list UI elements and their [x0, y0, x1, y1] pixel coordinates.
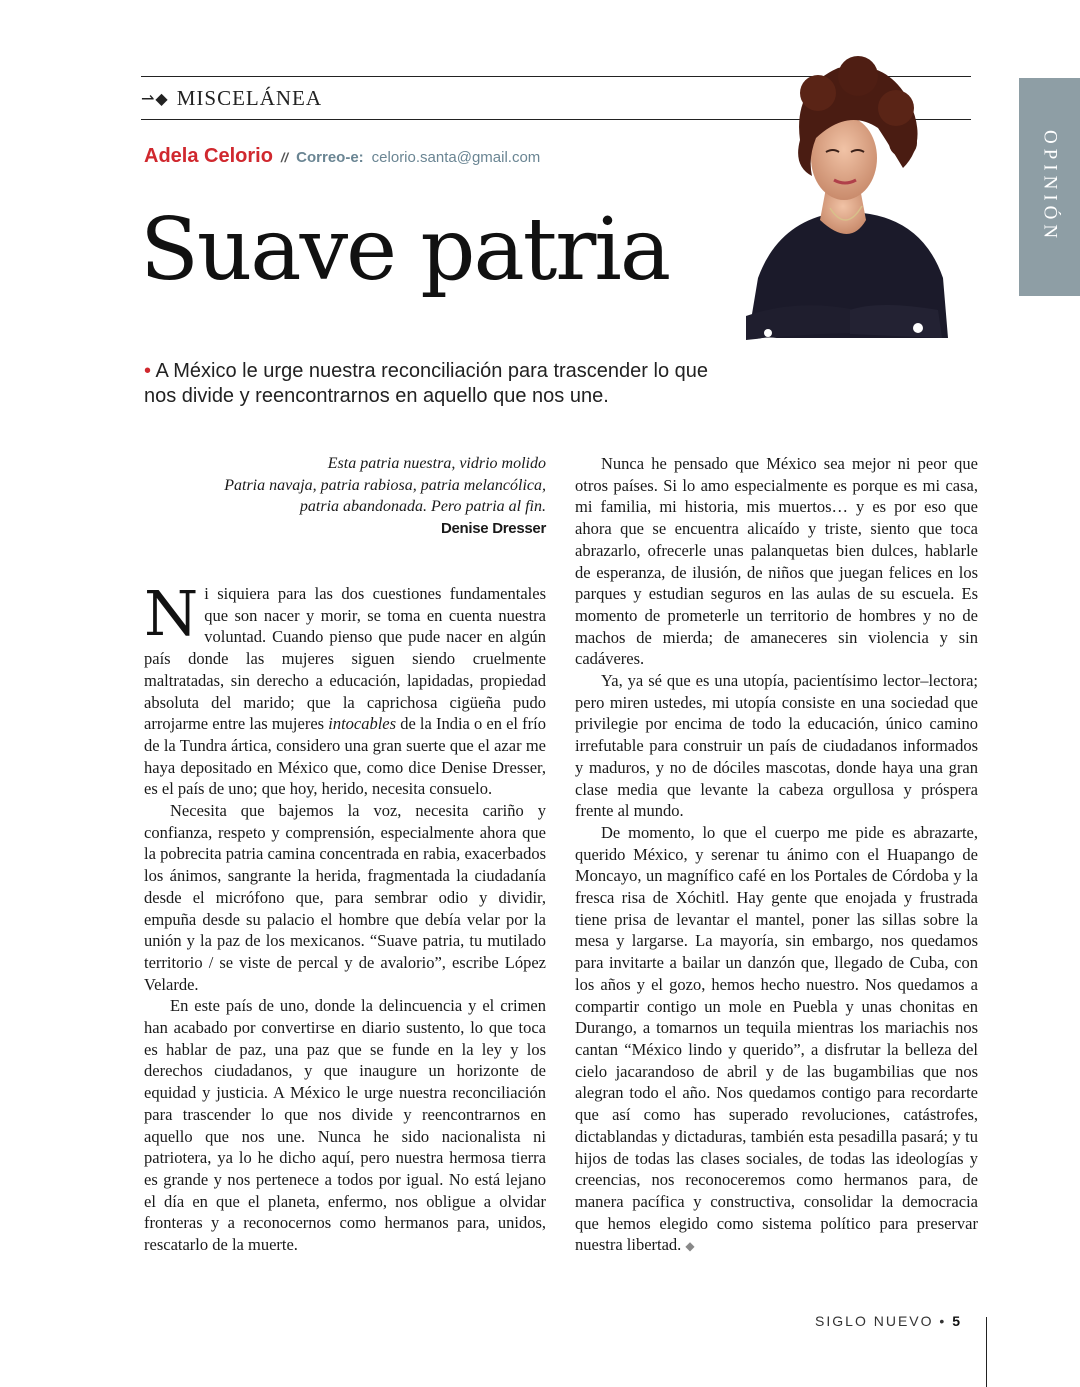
drop-cap: N	[144, 577, 199, 650]
section-header	[141, 86, 322, 111]
article-paragraph: Necesita que bajemos la voz, necesita cariño y confianza, respeto y comprensión, especialmente ahora que la pobrecita patria camina concentrada en rabia, exacerbados los ánimos, sangrante la herida, fragmentada la ciudadanía desde el micrófono que, para sembrar odio y dividir, empuña desde su palacio el hombre que debía velar por la unión y la paz de los mexicanos. “Suave patria, tu mutilado territorio / se viste de percal y de avalorio”, escribe López Velarde.	[144, 801, 546, 994]
epigraph-line: patria abandonada. Pero patria al fin.	[299, 498, 546, 515]
paragraph-text: de la India o en el frío de la Tundra ártica, considero una gran suerte que el azar me haya depositado en México que, como dice Denise Dresser, es el país de uno; que hoy, herido, necesita consuelo.	[144, 714, 546, 799]
page-footer	[815, 1313, 962, 1329]
bullet-dot-icon: •	[144, 360, 152, 382]
article-paragraph: Nunca he pensado que México sea mejor ni peor que otros países. Si lo amo especialmente es porque es mi casa, mi familia, mi historia, mis muertos… y es por eso que ahora que se encuentra alicaído y triste, siento que toca abrazarlo, ofrecerle unas palanquetas bien dulces, hablarle de esperanza, de ilusión, de niños que juegan felices en los parques y estudian seguros en las aulas de su escuela. Es momento de prometerle un territorio de hombres y no de machos de mierda; de amaneceres sin violencia y sin cadáveres.	[575, 454, 978, 669]
byline-separator: //	[280, 150, 289, 165]
article-paragraph	[575, 822, 978, 1258]
footer-separator: •	[939, 1313, 947, 1329]
paragraph-text: i siquiera para las dos cuestiones fundamentales que son nacer y morir, se toma en cuenta nuestra voluntad. Cuando pienso que pude nacer en algún país donde las mujeres siguen siendo cruelmente maltratadas, sin derecho a educación, lapidadas, propiedad absoluta del marido; que la caprichosa cigüeña pudo arrojarme entre las mujeres	[144, 584, 546, 734]
epigraph-line: Patria navaja, patria rabiosa, patria melancólica,	[224, 476, 546, 494]
byline	[144, 145, 540, 168]
author-portrait	[738, 48, 948, 358]
page-number: 5	[952, 1313, 962, 1329]
epigraph	[160, 453, 546, 539]
publication-name: SIGLO NUEVO	[815, 1313, 934, 1329]
author-name: Adela Celorio	[144, 145, 273, 167]
section-tab	[1019, 78, 1080, 296]
deck-text: A México le urge nuestra reconciliación para trascender lo que nos divide y reencontrarnos en aquello que nos une.	[144, 360, 708, 407]
section-label: MISCELÁNEA	[176, 86, 323, 110]
article-column-2	[575, 453, 978, 1258]
epigraph-line: Esta patria nuestra, vidrio molido	[327, 455, 546, 472]
epigraph-source: Denise Dresser	[440, 519, 546, 537]
article-deck	[144, 359, 744, 409]
email-label: Correo-e:	[296, 149, 364, 166]
article-paragraph: En este país de uno, donde la delincuencia y el crimen han acabado por convertirse en diario sustento, lo que toca es hablar de paz, una paz que se funde en la ley y los derechos ciudadanos, y que inaugure un horizonte de equidad y justicia. A México le urge nuestra reconciliación para trascender lo que nos divide y reencontrarnos en aquello que nos une. Nunca he sido nacionalista ni patriotera, ya lo he dicho aquí, pero nuestra hermosa tierra es grande y nos pertenece a todos por igual. No está lejano el día en que el planeta, enfermo, nos obligue a olvidar fronteras y a reconocernos como hermanos para, unidos, rescatarlo de la muerte.	[144, 996, 546, 1255]
paragraph-text: De momento, lo que el cuerpo me pide es abrazarte, querido México, y serenar tu ánimo con el Huapango de Moncayo, un magnífico café en los Portales de Córdoba y la fresca risa de Xóchitl. Hay gente que enojada y frustrada tiene prisa de levantar el mantel, poner las sillas sobre la mesa y largarse. La mayoría, sin embargo, nos quedamos para invitarte a bailar un danzón que, llegado de Cuba, con los años y el gozo, hemos hecho nuestro. Nos quedamos a compartir contigo un mole en Puebla y unas chonitas en Durango, a tomarnos un tequila mientras los mariachis nos cantan “México lindo y querido”, a disfrutar la belleza del cielo jacarandoso de abril y de las bugambilias que nos alegran todo el año. Nos quedamos contigo para recordarte que así como has superado revoluciones, catástrofes, dictablandas y dictaduras, también esta pesadilla pasará; y tu hijos de todas las clases sociales, de todas las ideologías y creencias, nos reconoceremos como hermanos para, de manera pacífica y constructiva, consolidar la democracia que hemos elegido como sistema político para preservar nuestra libertad.	[575, 822, 978, 1255]
end-diamond-icon: ◆	[685, 1239, 695, 1254]
email-address[interactable]: celorio.santa@gmail.com	[371, 149, 541, 166]
article-paragraph: Ya, ya sé que es una utopía, pacientísimo lector–lectora; pero miren ustedes, mi utopía consiste en una sociedad que privilegie por encima de todo la educación, único camino irrefutable para construir un país de ciudadanos informados y maduros, y no de dóciles mascotas, donde haya una gran clase media que levante la cabeza orgullosa y próspera frente al mundo.	[575, 671, 978, 821]
arrow-diamond-icon: ⇀◆	[141, 90, 169, 108]
article-column-1	[144, 577, 546, 1256]
paragraph-italic: intocables	[328, 714, 397, 734]
article-title: Suave patria	[140, 200, 670, 300]
section-tab-label: OPINIÓN	[1039, 130, 1061, 244]
footer-rule	[986, 1317, 987, 1387]
article-paragraph	[144, 577, 546, 800]
